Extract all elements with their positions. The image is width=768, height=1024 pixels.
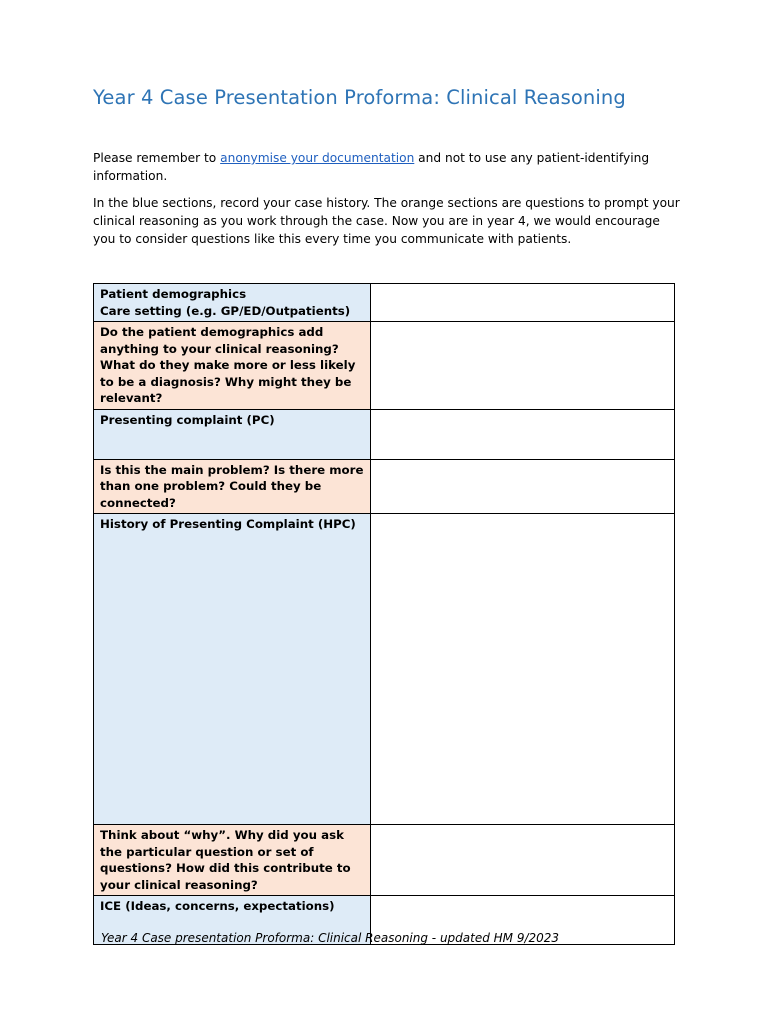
label-presenting-complaint	[94, 409, 371, 459]
answer-main-problem[interactable]	[371, 459, 675, 514]
row-think-why	[94, 825, 675, 896]
label-line: Is this the main problem? Is there more than one problem? Could they be connected?	[100, 462, 364, 510]
intro-text-before: Please remember to	[93, 151, 221, 165]
answer-think-why[interactable]	[371, 825, 675, 896]
label-line: Care setting (e.g. GP/ED/Outpatients)	[100, 303, 351, 318]
label-line: History of Presenting Complaint (HPC)	[100, 517, 356, 531]
label-demographics-reasoning	[94, 322, 371, 410]
instructions-paragraph: In the blue sections, record your case history. The orange sections are questions to prompt your clinical reasoning as you work through the case. Now you are in year 4, we would encourage you to consider questions like this every time you communicate with patients.	[93, 196, 680, 246]
answer-demographics-reasoning[interactable]	[371, 322, 675, 410]
proforma-table	[93, 283, 675, 945]
page-title: Year 4 Case Presentation Proforma: Clinical Reasoning	[93, 86, 626, 109]
row-presenting-complaint	[94, 409, 675, 459]
label-line: Think about “why”. Why did you ask the particular question or set of questions? How did this contribute to your clinical reasoning?	[100, 828, 351, 892]
label-think-why	[94, 825, 371, 896]
row-main-problem	[94, 459, 675, 514]
row-patient-demographics	[94, 284, 675, 322]
label-line: Patient demographics	[100, 287, 247, 301]
label-line: Presenting complaint (PC)	[100, 412, 275, 427]
answer-hpc[interactable]	[371, 514, 675, 825]
anonymise-link[interactable]: anonymise your documentation	[220, 151, 415, 165]
intro-text-after: and not to use any patient-identifying information.	[93, 151, 650, 183]
label-hpc	[94, 514, 371, 825]
answer-patient-demographics[interactable]	[371, 284, 675, 322]
answer-presenting-complaint[interactable]	[371, 409, 675, 459]
label-line: ICE (Ideas, concerns, expectations)	[100, 899, 335, 913]
intro-paragraph	[93, 149, 683, 185]
row-hpc	[94, 514, 675, 825]
label-patient-demographics	[94, 284, 371, 322]
label-main-problem	[94, 459, 371, 514]
row-demographics-reasoning	[94, 322, 675, 410]
page-footer: Year 4 Case presentation Proforma: Clinical Reasoning - updated HM 9/2023	[101, 931, 560, 945]
label-line: Do the patient demographics add anything to your clinical reasoning? What do they make more or less likely to be a diagnosis? Why might they be relevant?	[100, 325, 356, 405]
